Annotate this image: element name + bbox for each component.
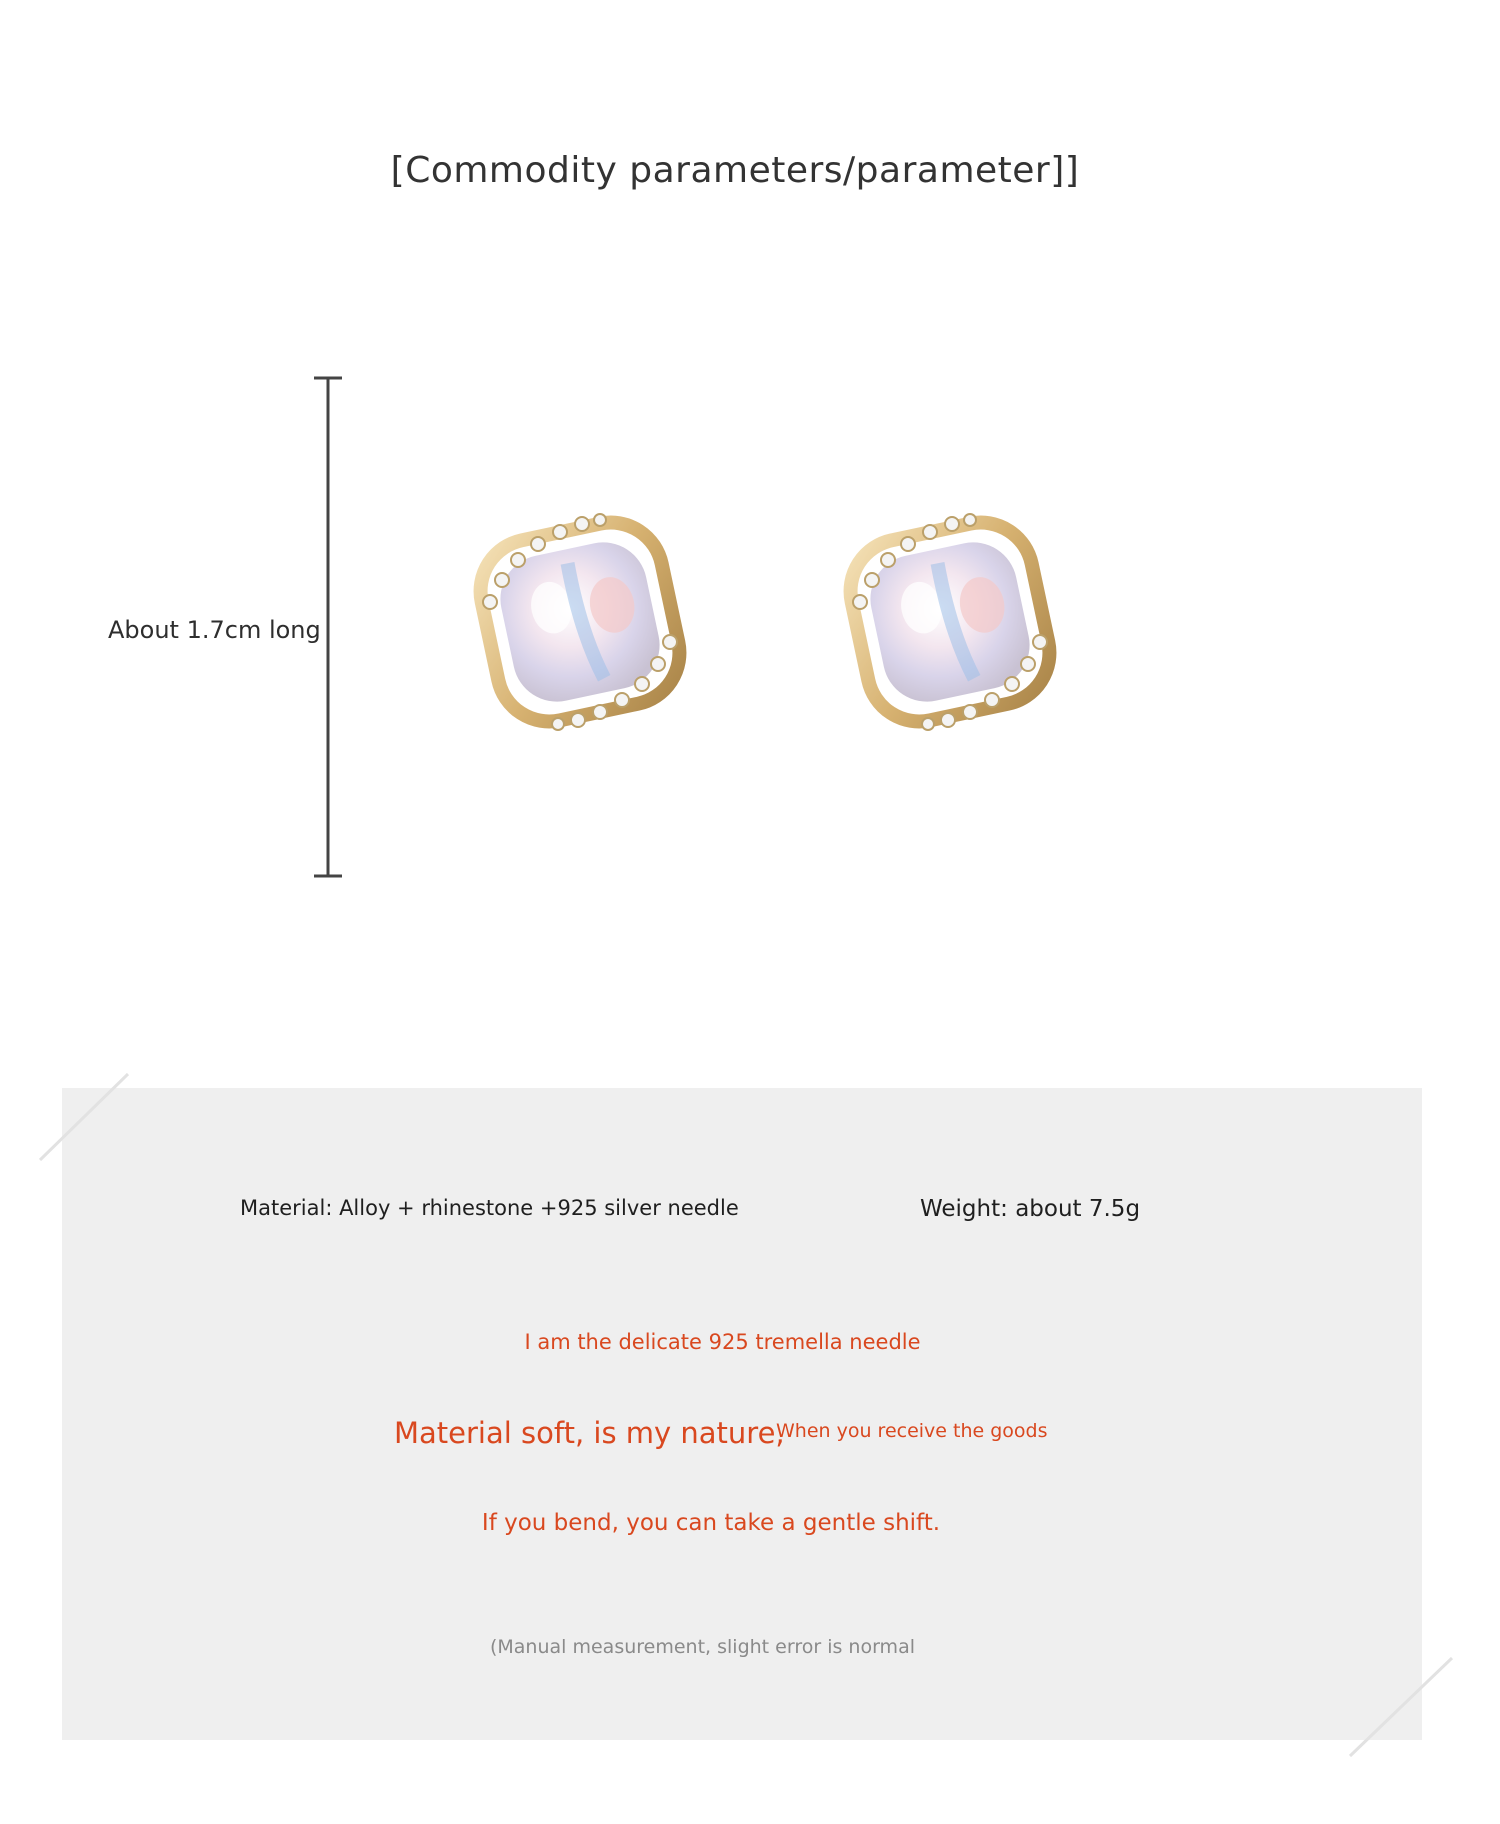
earring-left-image [430, 462, 730, 782]
dimension-label: About 1.7cm long [108, 616, 321, 644]
note-line-3: When you receive the goods [776, 1420, 1048, 1442]
scale-bar [310, 376, 346, 878]
measurement-footnote: (Manual measurement, slight error is normal [489, 1636, 915, 1658]
note-line-1: I am the delicate 925 tremella needle [524, 1330, 921, 1354]
material-spec: Material: Alloy + rhinestone +925 silver needle [240, 1196, 739, 1220]
note-line-2: Material soft, is my nature, [394, 1416, 785, 1450]
corner-decoration-bottom [1340, 1652, 1460, 1762]
earring-right-image [800, 462, 1100, 782]
page-title: [Commodity parameters/parameter]] [390, 150, 1080, 191]
weight-spec: Weight: about 7.5g [920, 1196, 1141, 1222]
note-line-4: If you bend, you can take a gentle shift. [481, 1510, 941, 1536]
corner-decoration-top [36, 1068, 136, 1168]
